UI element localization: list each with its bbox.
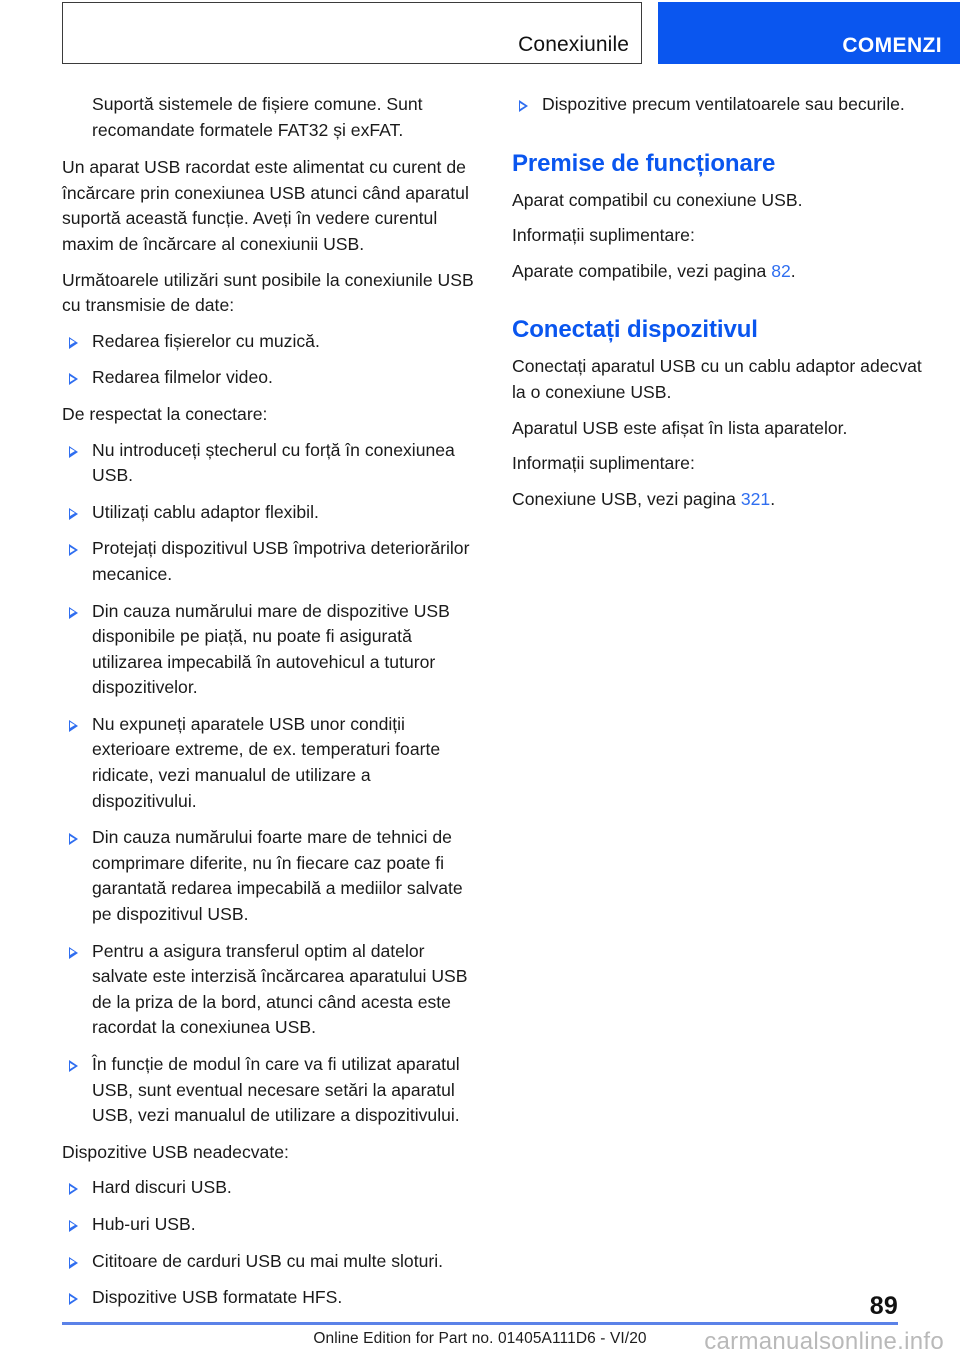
footer-edition-note: Online Edition for Part no. 01405A111D6 - VI/20	[313, 1330, 647, 1347]
section-tab-label: COMENZI	[842, 34, 942, 57]
cross-reference-suffix: .	[770, 488, 776, 509]
list-item	[512, 92, 924, 118]
list-item	[62, 438, 474, 489]
section-heading-premise: Premise de funcționare	[512, 149, 776, 177]
list-item	[62, 365, 474, 391]
watermark: carmanualsonline.info	[704, 1328, 944, 1355]
triangle-bullet-icon	[69, 1293, 78, 1305]
list-item-text: Protejați dispozitivul USB împotriva deteriorărilor mecanice.	[92, 538, 470, 584]
paragraph: Dispozitive USB neadecvate:	[62, 1141, 289, 1162]
list-item	[62, 1212, 474, 1238]
list-item	[62, 500, 474, 526]
triangle-bullet-icon	[69, 1257, 78, 1269]
list-item-text: Hub-uri USB.	[92, 1213, 196, 1234]
cross-reference-prefix: Conexiune USB, vezi pagina	[512, 488, 741, 509]
triangle-bullet-icon	[69, 833, 78, 845]
list-item	[62, 939, 474, 1041]
paragraph: Aparatul USB este afișat în lista aparatelor.	[512, 417, 848, 438]
cross-reference-prefix: Aparate compatibile, vezi pagina	[512, 260, 772, 281]
triangle-bullet-icon	[69, 544, 78, 556]
section-tab	[658, 2, 960, 64]
list-item-text: Dispozitive precum ventilatoarele sau becurile.	[542, 94, 905, 114]
list-item-text: Redarea fișierelor cu muzică.	[92, 330, 320, 351]
list-item	[62, 712, 474, 814]
page-reference-link[interactable]: 82	[771, 260, 791, 281]
list-item	[62, 1175, 474, 1201]
bullet-list	[62, 438, 474, 1129]
page-header	[62, 2, 942, 66]
list-item	[62, 536, 474, 587]
list-item-text: Utilizați cablu adaptor flexibil.	[92, 501, 319, 522]
list-item-text: Cititoare de carduri USB cu mai multe sloturi.	[92, 1250, 444, 1271]
paragraph: De respectat la conectare:	[62, 403, 268, 424]
triangle-bullet-icon	[69, 337, 78, 349]
triangle-bullet-icon	[69, 607, 78, 619]
triangle-bullet-icon	[69, 373, 78, 385]
bullet-list	[512, 92, 924, 118]
list-item	[62, 1285, 474, 1311]
paragraph: Conectați aparatul USB cu un cablu adaptor adecvat la o conexiune USB.	[512, 356, 922, 402]
cross-reference-suffix: .	[790, 260, 796, 281]
list-item-text: Dispozitive USB formatate HFS.	[92, 1287, 343, 1308]
triangle-bullet-icon	[69, 1183, 78, 1195]
list-item	[62, 1249, 474, 1275]
footer-divider	[62, 1322, 898, 1325]
bullet-list	[62, 329, 474, 391]
triangle-bullet-icon	[69, 1220, 78, 1232]
list-item-text: Nu introduceți ștecherul cu forță în conexiunea USB.	[92, 439, 455, 486]
list-item-text: Nu expuneți aparatele USB unor condiții exterioare extreme, de ex. temperaturi foarte ridicate, vezi manualul de utilizare a dispozitivului.	[92, 713, 441, 811]
cross-reference	[512, 487, 924, 513]
paragraph: Informații suplimentare:	[512, 225, 695, 246]
triangle-bullet-icon	[69, 947, 78, 959]
paragraph: Următoarele utilizări sunt posibile la conexiunile USB cu transmisie de date:	[62, 269, 474, 316]
paragraph: Aparat compatibil cu conexiune USB.	[512, 189, 803, 210]
list-item	[62, 825, 474, 927]
triangle-bullet-icon	[69, 508, 78, 520]
list-item-text: Din cauza numărului foarte mare de tehnici de comprimare diferite, nu în fiecare caz poate fi garantată redarea impecabilă a mediilor salvate pe dispozitivul USB.	[92, 827, 463, 925]
right-column	[512, 92, 924, 522]
list-item-text: Pentru a asigura transferul optim al datelor salvate este interzisă încărcarea aparatului USB de la priza de la bord, atunci când acesta este racordat la conexiunea USB.	[92, 940, 468, 1038]
paragraph: Informații suplimentare:	[512, 453, 695, 474]
chapter-title: Conexiunile	[518, 33, 629, 56]
page-reference-link[interactable]: 321	[740, 488, 771, 509]
chapter-title-box	[62, 2, 642, 64]
triangle-bullet-icon	[519, 100, 528, 112]
list-item	[62, 1052, 474, 1129]
list-item-text: În funcție de modul în care va fi utilizat aparatul USB, sunt eventual necesare setări la aparatul USB, vezi manualul de utilizare a dispozitivului.	[92, 1054, 460, 1126]
bullet-list	[62, 1175, 474, 1310]
list-item	[62, 329, 474, 355]
paragraph: Un aparat USB racordat este alimentat cu curent de încărcare prin conexiunea USB atunci când aparatul suportă această funcție. Aveți în vedere curentul maxim de încărcare al conexiunii USB.	[62, 157, 469, 254]
list-item-text: Redarea filmelor video.	[92, 367, 273, 388]
left-column	[62, 92, 474, 1322]
triangle-bullet-icon	[69, 446, 78, 458]
triangle-bullet-icon	[69, 720, 78, 732]
list-item	[62, 599, 474, 701]
section-heading-conectati: Conectați dispozitivul	[512, 316, 758, 344]
cross-reference	[512, 259, 924, 285]
page-number: 89	[869, 1292, 898, 1320]
list-item-text: Hard discuri USB.	[92, 1177, 232, 1198]
paragraph: Suportă sistemele de fișiere comune. Sunt recomandate formatele FAT32 și exFAT.	[92, 94, 423, 140]
triangle-bullet-icon	[69, 1060, 78, 1072]
list-item-text: Din cauza numărului mare de dispozitive USB disponibile pe piață, nu poate fi asigurată utilizarea impecabilă în autovehicul a tuturor dispozitivelor.	[92, 600, 450, 698]
